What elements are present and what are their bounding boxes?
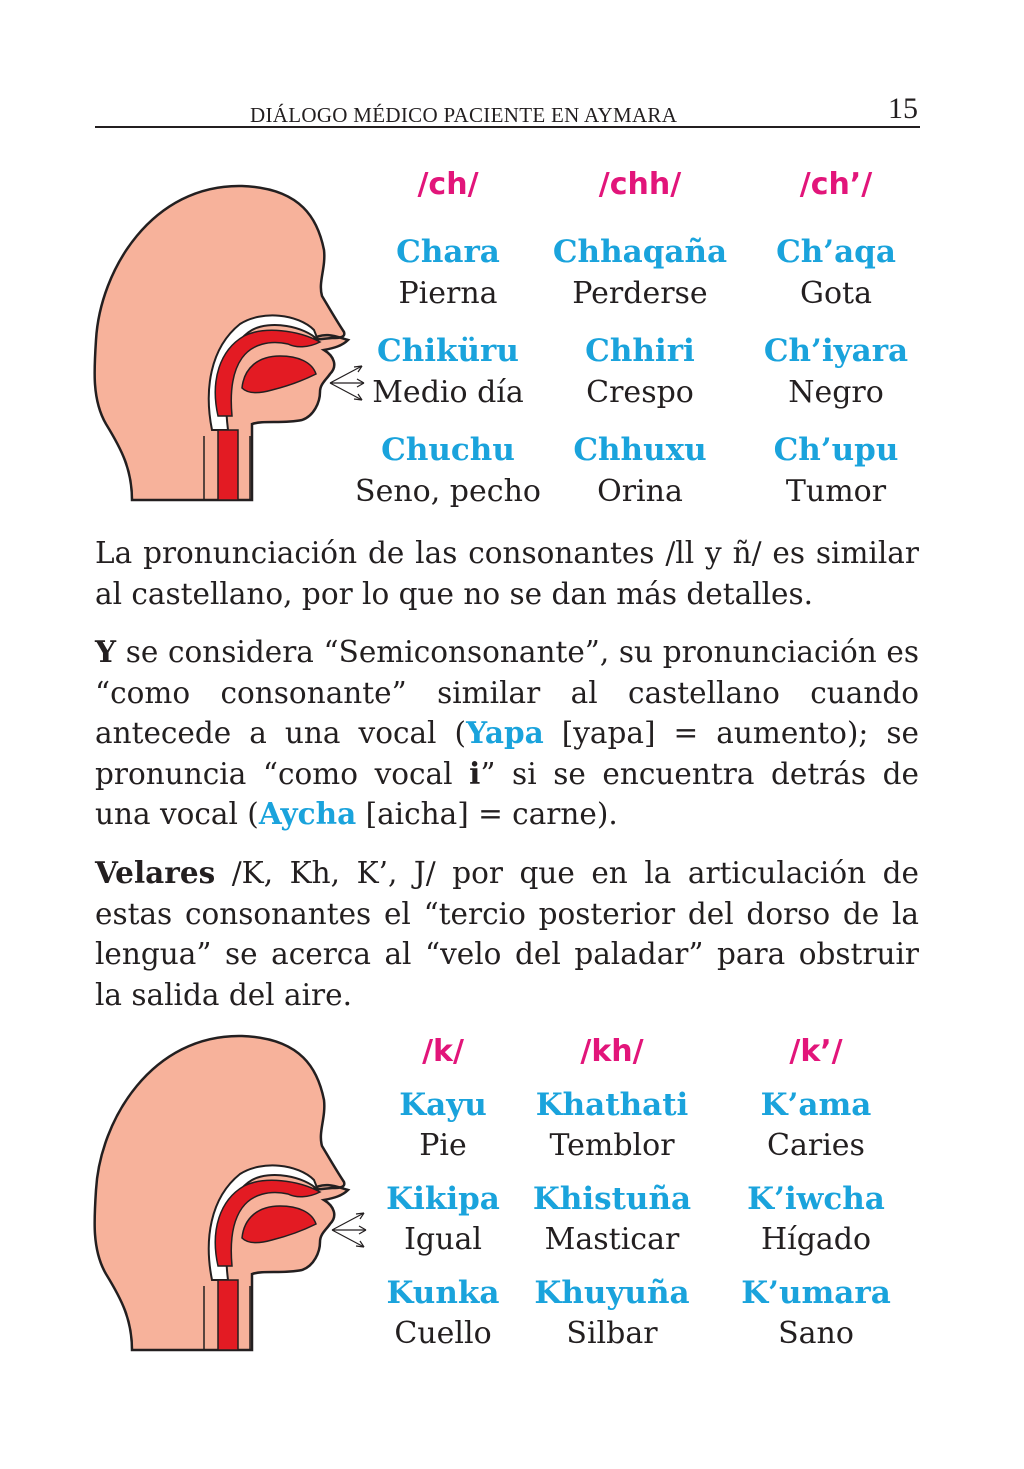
aymara-word: Ch’aqa	[776, 234, 896, 270]
spanish-gloss: Tumor	[785, 474, 887, 509]
ch-word-table	[0, 0, 1024, 520]
paragraph-ll-n: La pronunciación de las consonantes /ll y ñ/ es similar al castellano, por lo que no se dan más detalles.	[95, 536, 919, 611]
aymara-word: Khuyuña	[534, 1275, 690, 1311]
aymara-word: Chiküru	[377, 333, 519, 369]
term-velares: Velares	[95, 855, 216, 890]
head-profile-icon	[92, 1030, 362, 1360]
aymara-word: Ch’upu	[773, 432, 899, 468]
term-y: Y	[95, 634, 117, 669]
paragraph-semiconsonant-y: Y se considera “Semiconsonante”, su pronunciación es “como consonante” similar al castellano cuando antecede a una vocal (Yapa [yapa] = aumento); se pronuncia “como vocal i” si se encuentra detrás de una vocal (Aycha [aicha] = carne).	[95, 634, 919, 831]
aymara-word: Chuchu	[381, 432, 515, 468]
spanish-gloss: Seno, pecho	[355, 474, 541, 509]
spanish-gloss: Caries	[767, 1128, 865, 1163]
aymara-word: Kunka	[386, 1275, 500, 1311]
aymara-word: Kayu	[399, 1087, 487, 1123]
aymara-word: K’umara	[741, 1275, 891, 1311]
spanish-gloss: Hígado	[760, 1222, 872, 1257]
aymara-word: Ch’iyara	[763, 333, 909, 369]
aymara-word: Khathati	[535, 1087, 689, 1123]
spanish-gloss: Pie	[419, 1128, 467, 1163]
page-number: 15	[888, 92, 918, 125]
aymara-word: Kikipa	[386, 1181, 500, 1217]
spanish-gloss: Sano	[778, 1316, 854, 1351]
phoneme-header-kh: /kh/	[580, 1034, 644, 1069]
vowel-i: i	[469, 755, 481, 791]
spanish-gloss: Orina	[597, 474, 683, 509]
spanish-gloss: Igual	[404, 1222, 482, 1257]
aymara-word: K’ama	[760, 1087, 872, 1123]
spanish-gloss: Crespo	[586, 375, 694, 410]
aymara-word: Chhuxu	[573, 432, 707, 468]
spanish-gloss: Masticar	[544, 1222, 680, 1257]
spanish-gloss: Medio día	[372, 375, 524, 410]
phoneme-header-ch: /ch/	[417, 167, 479, 202]
airflow-arrows-icon	[330, 1205, 370, 1255]
spanish-gloss: Negro	[788, 375, 884, 410]
example-word-aycha: Aycha	[258, 796, 357, 831]
spanish-gloss: Cuello	[394, 1316, 492, 1351]
phoneme-header-chh: /chh/	[598, 167, 682, 202]
phoneme-header-ch-glottal: /ch’/	[799, 167, 873, 202]
paragraph-velares: Velares /K, Kh, K’, J/ por que en la articulación de estas consonantes el “tercio posterior del dorso de la lengua” se acerca al “velo del paladar” para obstruir la salida del aire.	[95, 855, 919, 1012]
aymara-word: Khistuña	[532, 1181, 692, 1217]
spanish-gloss: Perderse	[572, 276, 708, 311]
aymara-word: Chara	[396, 234, 500, 270]
spanish-gloss: Pierna	[398, 276, 498, 311]
aymara-word: Chhiri	[585, 333, 695, 369]
aymara-word: K’iwcha	[747, 1181, 885, 1217]
running-title: DIÁLOGO MÉDICO PACIENTE EN AYMARA	[250, 103, 678, 127]
example-word-yapa: Yapa	[466, 715, 544, 750]
phoneme-header-k-glottal: /k’/	[789, 1034, 843, 1069]
phoneme-header-k: /k/	[422, 1034, 464, 1069]
spanish-gloss: Silbar	[566, 1316, 658, 1351]
spanish-gloss: Temblor	[549, 1128, 675, 1163]
spanish-gloss: Gota	[800, 276, 872, 311]
aymara-word: Chhaqaña	[552, 234, 728, 270]
